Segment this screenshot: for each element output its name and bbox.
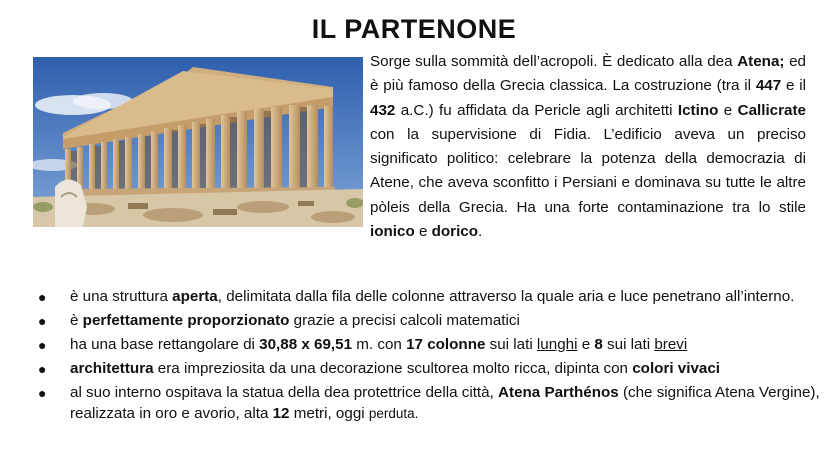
parthenon-photo bbox=[33, 57, 363, 227]
intro-paragraph: Sorge sulla sommità dell’acropoli. È dedicato alla dea Atena; ed è più famoso della Grecia classica. La costruzione (tra il 447 e il 432 a.C.) fu affidata da Pericle agli architetti Ictino e Callicrate con la supervisione di Fidia. L’edificio aveva un preciso significato politico: celebrare la potenza della democrazia di Atene, che aveva sconfitto i Persiani e dominava su tutte le altre pòleis della Grecia. Ha una forte contaminazione tra lo stile ionico e dorico. bbox=[370, 53, 806, 241]
list-item: ● ha una base rettangolare di 30,88 x 69,51 m. con 17 colonne sui lati lunghi e 8 sui lati brevi bbox=[30, 335, 820, 356]
list-item: ● al suo interno ospitava la statua della dea protettrice della città, Atena Parthénos (che significa Atena Vergine), realizzata in oro e avorio, alta 12 metri, oggi perduta. bbox=[38, 384, 820, 422]
page-title: IL PARTENONE bbox=[311, 14, 517, 44]
list-item: ● è perfettamente proporzionato grazie a precisi calcoli matematici bbox=[30, 311, 820, 332]
list-item: ● è una struttura aperta, delimitata dalla fila delle colonne attraverso la quale aria e luce penetrano all’interno. bbox=[30, 287, 820, 308]
bullet-icon: ● bbox=[38, 289, 47, 305]
bullet-icon: ● bbox=[38, 385, 47, 401]
feature-list bbox=[30, 287, 820, 428]
bullet-icon: ● bbox=[38, 337, 47, 353]
bullet-icon: ● bbox=[38, 313, 47, 329]
list-item: ● architettura era impreziosita da una decorazione scultorea molto ricca, dipinta con colori vivaci bbox=[30, 359, 820, 380]
bullet-icon: ● bbox=[38, 361, 47, 377]
